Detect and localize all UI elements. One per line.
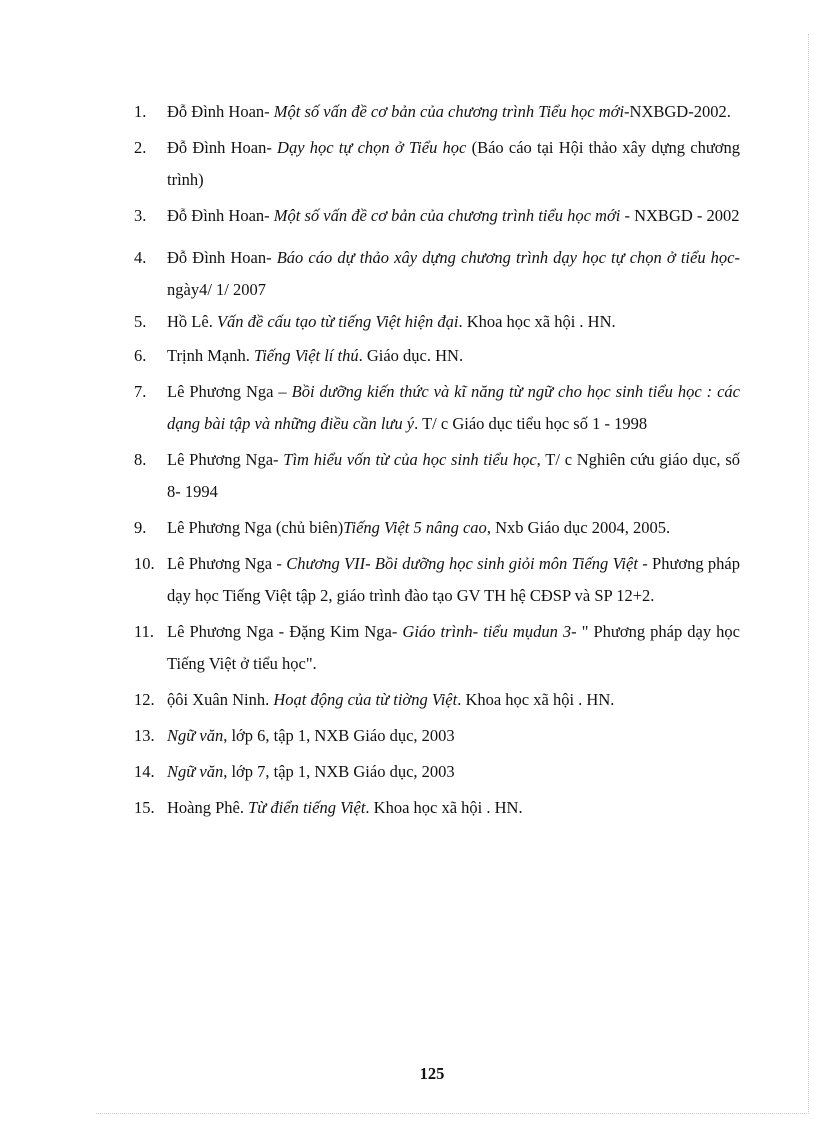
reference-title: Hoạt động của từ tiờng Việt	[269, 690, 458, 709]
reference-number: 12.	[134, 690, 155, 709]
reference-list	[134, 96, 740, 824]
reference-details: - NXBGD - 2002	[620, 206, 740, 225]
reference-details: " Phương pháp dạy học Tiếng Việt ở tiểu học".	[167, 622, 740, 673]
reference-details: . Giáo dục. HN.	[358, 346, 464, 365]
reference-details: -NXBGD-2002.	[624, 102, 731, 121]
reference-item	[134, 512, 740, 544]
reference-author: Lê Phương Nga - Đặng Kim Nga-	[167, 622, 398, 641]
reference-author: Đỗ Đình Hoan-	[167, 206, 270, 225]
reference-item	[134, 242, 740, 306]
reference-title: Ngữ văn	[167, 762, 224, 781]
reference-author: Trịnh Mạnh.	[167, 346, 250, 365]
reference-number: 5.	[134, 312, 147, 331]
reference-author: ộôi Xuân Ninh.	[167, 690, 270, 709]
reference-item	[134, 616, 740, 680]
reference-item	[134, 684, 740, 716]
reference-title: Từ điển tiếng Việt	[244, 798, 366, 817]
reference-item	[134, 340, 740, 372]
reference-item	[134, 756, 740, 788]
reference-author: Lê Phương Nga (chủ biên)	[167, 518, 344, 537]
reference-details: - Phương pháp dạy học Tiếng Việt tập 2, giáo trình đào tạo GV TH hệ CĐSP và SP 12+2.	[167, 554, 741, 605]
reference-title: Bồi dưỡng kiến thức và kĩ năng từ ngữ cho học sinh tiểu học : các dạng bài tập và những điều cần lưu ý	[167, 382, 740, 433]
reference-author: Đỗ Đình Hoan-	[167, 138, 272, 157]
reference-details: , T/ c Nghiên cứu giáo dục, số 8- 1994	[167, 450, 740, 501]
reference-title: Báo cáo dự thảo xây dựng chương trình dạy học tự chọn ở tiểu học	[271, 248, 735, 267]
reference-title: Tìm hiểu vốn từ của học sinh tiểu học	[278, 450, 537, 469]
reference-title: Dạy học tự chọn ở Tiểu học	[271, 138, 467, 157]
reference-details: . Khoa học xã hội . HN.	[457, 690, 615, 709]
page-number: 125	[419, 1064, 445, 1083]
reference-title: Một số vấn đề cơ bản của chương trình Tiểu học mới	[269, 102, 625, 121]
reference-author: Lê Phương Nga -	[167, 554, 282, 573]
reference-item	[134, 548, 740, 612]
reference-item	[134, 96, 740, 128]
reference-number: 4.	[134, 248, 147, 267]
reference-author: Lê Phương Nga –	[167, 382, 287, 401]
reference-details: . Khoa học xã hội . HN.	[458, 312, 616, 331]
reference-author: Đỗ Đình Hoan-	[167, 102, 270, 121]
reference-title: Tiếng Việt lí thú	[249, 346, 359, 365]
reference-number: 8.	[134, 450, 147, 469]
reference-number: 13.	[134, 726, 155, 745]
reference-item	[134, 376, 740, 440]
reference-details: . T/ c Giáo dục tiểu học số 1 - 1998	[414, 414, 648, 433]
reference-item	[134, 306, 740, 338]
reference-number: 11.	[134, 622, 155, 641]
reference-number: 7.	[134, 382, 147, 401]
reference-number: 15.	[134, 798, 155, 817]
reference-details: , lớp 6, tập 1, NXB Giáo dục, 2003	[223, 726, 455, 745]
reference-number: 10.	[134, 554, 155, 573]
reference-title: Một số vấn đề cơ bản của chương trình tiểu học mới	[269, 206, 621, 225]
reference-title: Tiếng Việt 5 nâng cao	[343, 518, 487, 537]
reference-details: , lớp 7, tập 1, NXB Giáo dục, 2003	[223, 762, 455, 781]
reference-number: 2.	[134, 138, 147, 157]
reference-item	[134, 720, 740, 752]
reference-number: 9.	[134, 518, 147, 537]
reference-title: Vấn đề cấu tạo từ tiếng Việt hiện đại	[212, 312, 459, 331]
reference-author: Hồ Lê.	[167, 312, 213, 331]
reference-number: 3.	[134, 206, 147, 225]
reference-details: - ngày4/ 1/ 2007	[167, 248, 740, 299]
reference-number: 1.	[134, 102, 147, 121]
reference-author: Hoàng Phê.	[167, 798, 244, 817]
reference-title: Chương VII- Bồi dưỡng học sinh giỏi môn Tiếng Việt	[281, 554, 638, 573]
reference-author: Đỗ Đình Hoan-	[167, 248, 272, 267]
reference-item	[134, 792, 740, 824]
reference-title: Ngữ văn	[167, 726, 224, 745]
reference-number: 6.	[134, 346, 147, 365]
reference-item	[134, 200, 740, 232]
reference-item	[134, 444, 740, 508]
reference-item	[134, 132, 740, 196]
reference-author: Lê Phương Nga-	[167, 450, 279, 469]
reference-title: Giáo trình- tiểu mụdun 3-	[397, 622, 577, 641]
reference-details: , Nxb Giáo dục 2004, 2005.	[486, 518, 671, 537]
reference-number: 14.	[134, 762, 155, 781]
reference-details: . Khoa học xã hội . HN.	[365, 798, 523, 817]
reference-details: (Báo cáo tại Hội thảo xây dựng chương trình)	[167, 138, 740, 189]
